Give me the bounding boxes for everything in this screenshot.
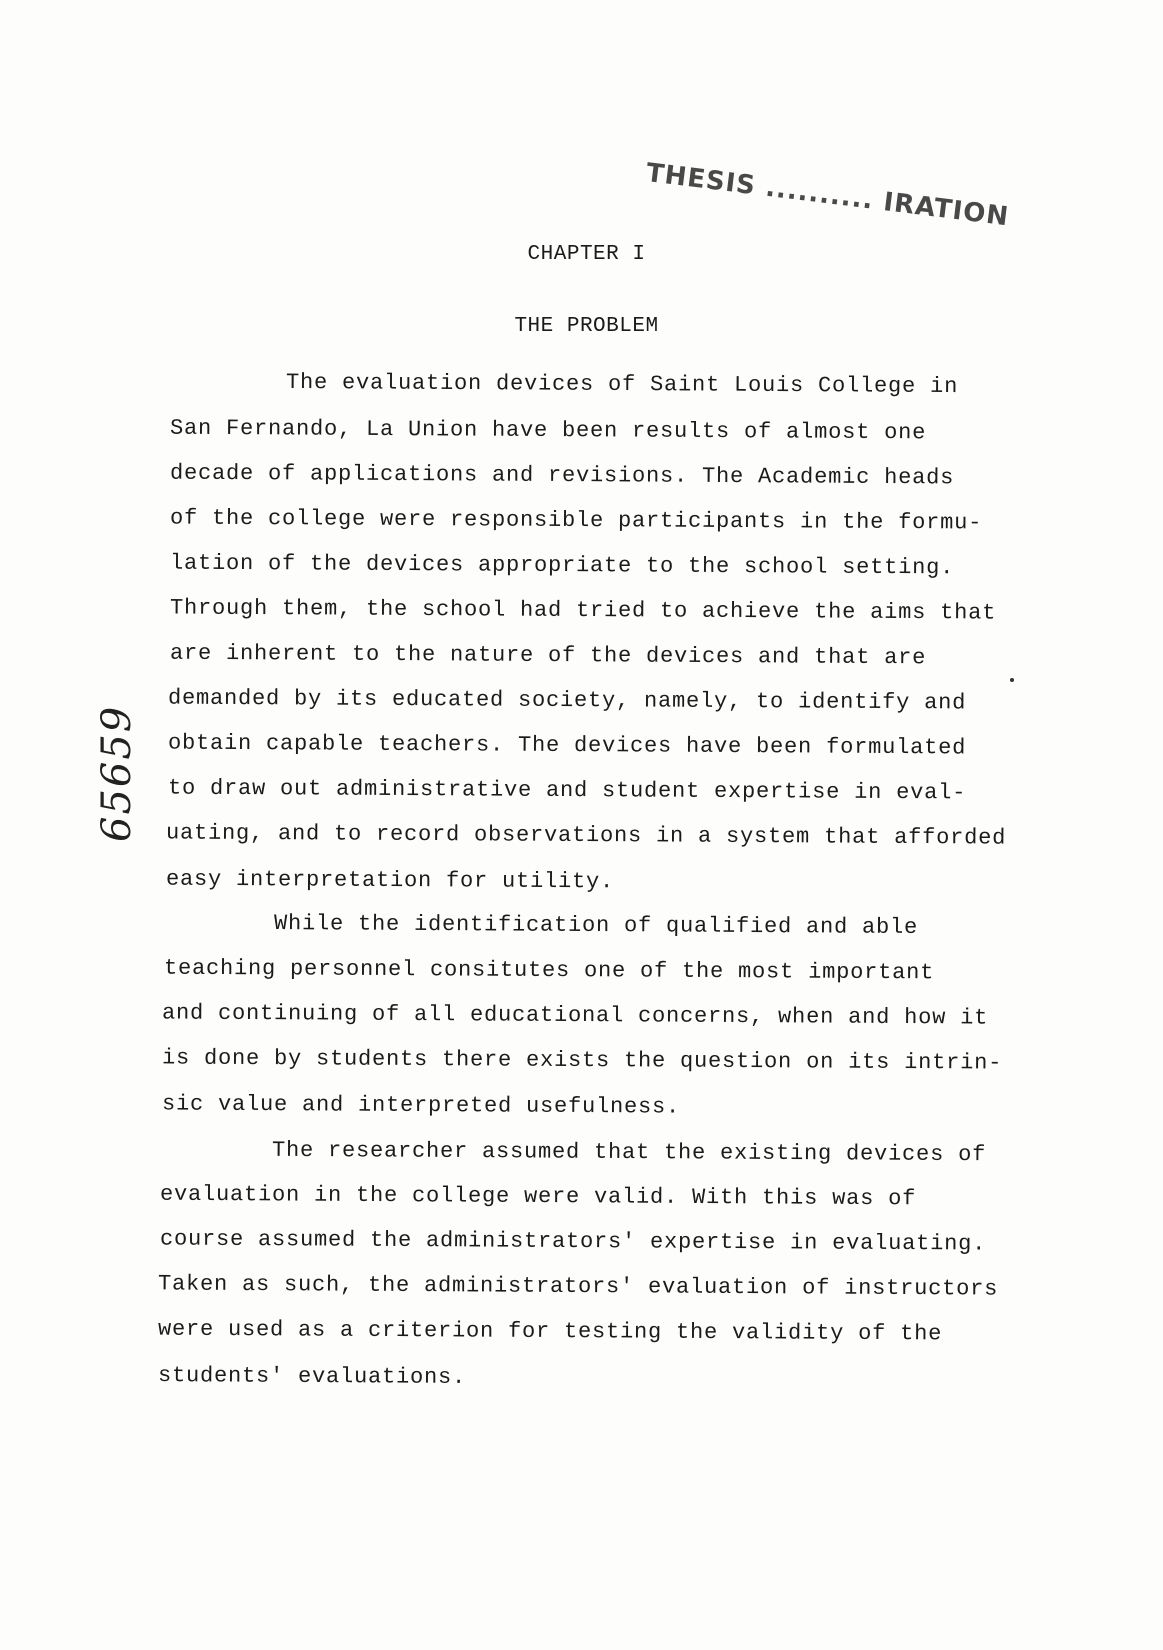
- text-line: and continuing of all educational concerns, when and how it: [161, 1000, 989, 1031]
- handwritten-margin-note: 65659: [94, 704, 140, 842]
- text-line: were used as a criterion for testing the validity of the: [157, 1316, 943, 1347]
- text-line: uating, and to record observations in a system that afforded: [165, 820, 1007, 851]
- text-line: sic value and interpreted usefulness.: [161, 1091, 681, 1120]
- text-line: demanded by its educated society, namely, to identify and: [167, 685, 967, 716]
- chapter-heading: CHAPTER I: [527, 243, 646, 266]
- text-line: lation of the devices appropriate to the school setting.: [169, 550, 955, 581]
- text-line: students' evaluations.: [157, 1363, 467, 1390]
- text-line: of the college were responsible participants in the formu-: [169, 505, 983, 536]
- section-title: THE PROBLEM: [514, 315, 659, 338]
- speck: [1010, 678, 1014, 682]
- text-line: San Fernando, La Union have been results of almost one: [169, 415, 927, 446]
- text-line: course assumed the administrators' expertise in evaluating.: [159, 1226, 987, 1257]
- text-line: are inherent to the nature of the devices and that are: [169, 640, 927, 671]
- text-line: decade of applications and revisions. The Academic heads: [169, 460, 955, 491]
- text-line: The researcher assumed that the existing devices of: [271, 1137, 987, 1168]
- text-line: obtain capable teachers. The devices have been formulated: [167, 730, 967, 761]
- text-line: easy interpretation for utility.: [165, 866, 615, 895]
- thesis-stamp: THESIS .......... IRATION: [644, 158, 1011, 233]
- text-line: teaching personnel consitutes one of the most important: [163, 955, 935, 986]
- text-line: While the identification of qualified and able: [273, 911, 919, 940]
- text-line: evaluation in the college were valid. With this was of: [159, 1181, 917, 1212]
- text-line: to draw out administrative and student expertise in eval-: [167, 775, 967, 806]
- text-line: Through them, the school had tried to achieve the aims that: [169, 595, 997, 626]
- text-line: Taken as such, the administrators' evaluation of instructors: [157, 1271, 999, 1302]
- text-line: is done by students there exists the question on its intrin-: [161, 1045, 1003, 1076]
- text-line: The evaluation devices of Saint Louis College in: [285, 369, 959, 400]
